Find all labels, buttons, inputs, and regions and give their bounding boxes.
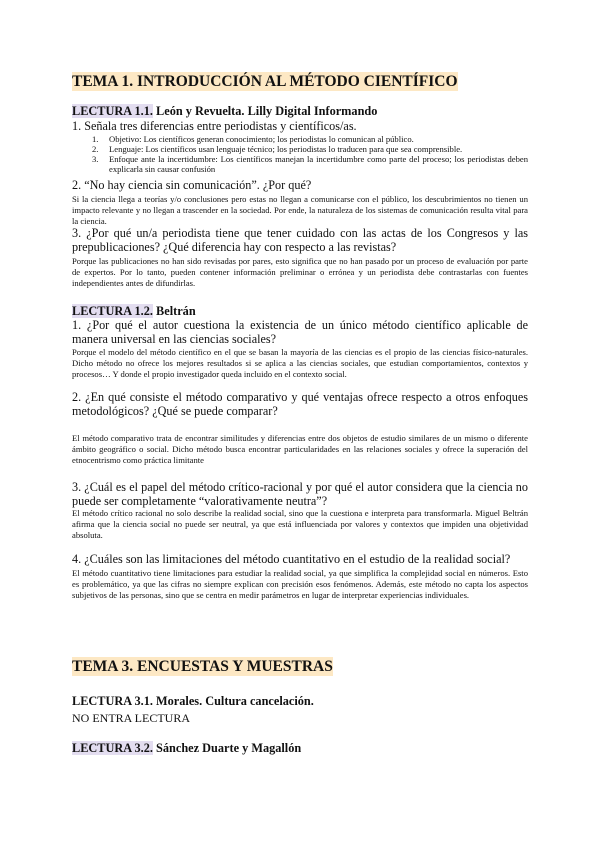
lectura-1-1-heading — [72, 104, 528, 119]
l31-note: NO ENTRA LECTURA — [72, 711, 190, 725]
l11-answer-list — [72, 134, 528, 174]
lectura-3-2-heading — [72, 741, 528, 756]
l12-answer-4: El método cuantitativo tiene limitaciones para estudiar la realidad social, ya que simplifica la complejidad social en números. Esto es problemático, ya que las cifras no siempre explican con precisión esos fenómenos. Además, este método no capta los aspectos subjetivos de las personas, sino que se centra en medir parámetros en lugar de interpretar experiencias individuales. — [72, 568, 528, 600]
l11-question-1: 1. Señala tres diferencias entre periodistas y científicos/as. — [72, 119, 357, 133]
lectura-1-2-heading — [72, 304, 528, 319]
tema3-heading — [72, 657, 528, 677]
lectura-1-1-label: LECTURA 1.1. — [72, 104, 153, 118]
l12-question-1: 1. ¿Por qué el autor cuestiona la existencia de un único método científico aplicable de manera universal en las ciencias sociales? — [72, 318, 528, 346]
l12-question-3: 3. ¿Cuál es el papel del método crítico-racional y por qué el autor considera que la ciencia no puede ser completamente “valorativamente neutra”? — [72, 480, 528, 508]
l12-answer-3: El método crítico racional no solo describe la realidad social, sino que la cuestiona e interpreta para transformarla. Miguel Beltrán afirma que la ciencia social no puede ser neutral, ya que está influenciada por valores y contextos que impiden una objetividad absoluta. — [72, 508, 528, 540]
l12-answer-1: Porque el modelo del método científico en el que se basan la mayoría de las ciencias es el propio de las ciencias físico-naturales. Dicho método no ofrece los mejores resultados si se aplica a las ciencias sociales, que estudian comportamientos, contextos y procesos… Y donde el propio investigador queda incluido en el contexto social. — [72, 347, 528, 379]
list-item: 3. Enfoque ante la incertidumbre: Los científicos manejan la incertidumbre como parte del proceso; los periodistas deben explicarla sin causar confusión — [92, 154, 528, 174]
l11-answer-2: Si la ciencia llega a teorías y/o conclusiones pero estas no llegan a comunicarse con el público, los descubrimientos no tienen un impacto relevante y no llegan a trascender en la sociedad. Por ende, la naturaleza de los sistemas de comunicación resulta vital para la ciencia. — [72, 194, 528, 226]
l12-question-4: 4. ¿Cuáles son las limitaciones del método cuantitativo en el estudio de la realidad social? — [72, 552, 511, 566]
tema3-title: TEMA 3. ENCUESTAS Y MUESTRAS — [72, 658, 333, 675]
tema1-title: TEMA 1. INTRODUCCIÓN AL MÉTODO CIENTÍFICO — [72, 73, 458, 90]
lectura-3-1-title: Morales. Cultura cancelación. — [152, 694, 314, 708]
lectura-3-1-heading — [72, 694, 528, 709]
lectura-1-1-title: León y Revuelta. Lilly Digital Informando — [152, 104, 378, 118]
l11-question-2: 2. “No hay ciencia sin comunicación”. ¿Por qué? — [72, 178, 312, 192]
list-item: 1. Objetivo: Los científicos generan conocimiento; los periodistas lo comunican al público. — [92, 134, 414, 144]
l12-answer-2: El método comparativo trata de encontrar similitudes y diferencias entre dos objetos de estudio similares de un mismo o diferente ámbito geográfico o social. Dicho método busca encontrar particularidades en las relaciones sociales y ofrece la superación del etnocentrismo como práctica limitante — [72, 433, 528, 465]
list-item: 2. Lenguaje: Los científicos usan lenguaje técnico; los periodistas lo traducen para que sea comprensible. — [92, 144, 463, 154]
l11-answer-3: Porque las publicaciones no han sido revisadas por pares, esto significa que no han pasado por un proceso de evaluación por parte de expertos. Por lo tanto, pueden contener información preliminar o errónea y un periodista debe contrastarlas con fuentes independientes antes de difundirlas. — [72, 256, 528, 288]
lectura-3-1-label: LECTURA 3.1. — [72, 694, 153, 708]
lectura-3-2-title: Sánchez Duarte y Magallón — [152, 741, 302, 755]
tema1-heading — [72, 72, 528, 92]
l12-question-2: 2. ¿En qué consiste el método comparativo y qué ventajas ofrece respecto a otros enfoques metodológicos? ¿Qué se puede comparar? — [72, 390, 528, 418]
l11-question-3: 3. ¿Por qué un/a periodista tiene que tener cuidado con las actas de los Congresos y las prepublicaciones? ¿Qué diferencia hay con respecto a las revistas? — [72, 226, 528, 254]
lectura-1-2-label: LECTURA 1.2. — [72, 304, 153, 318]
lectura-1-2-title: Beltrán — [152, 304, 196, 318]
lectura-3-2-label: LECTURA 3.2. — [72, 741, 153, 755]
